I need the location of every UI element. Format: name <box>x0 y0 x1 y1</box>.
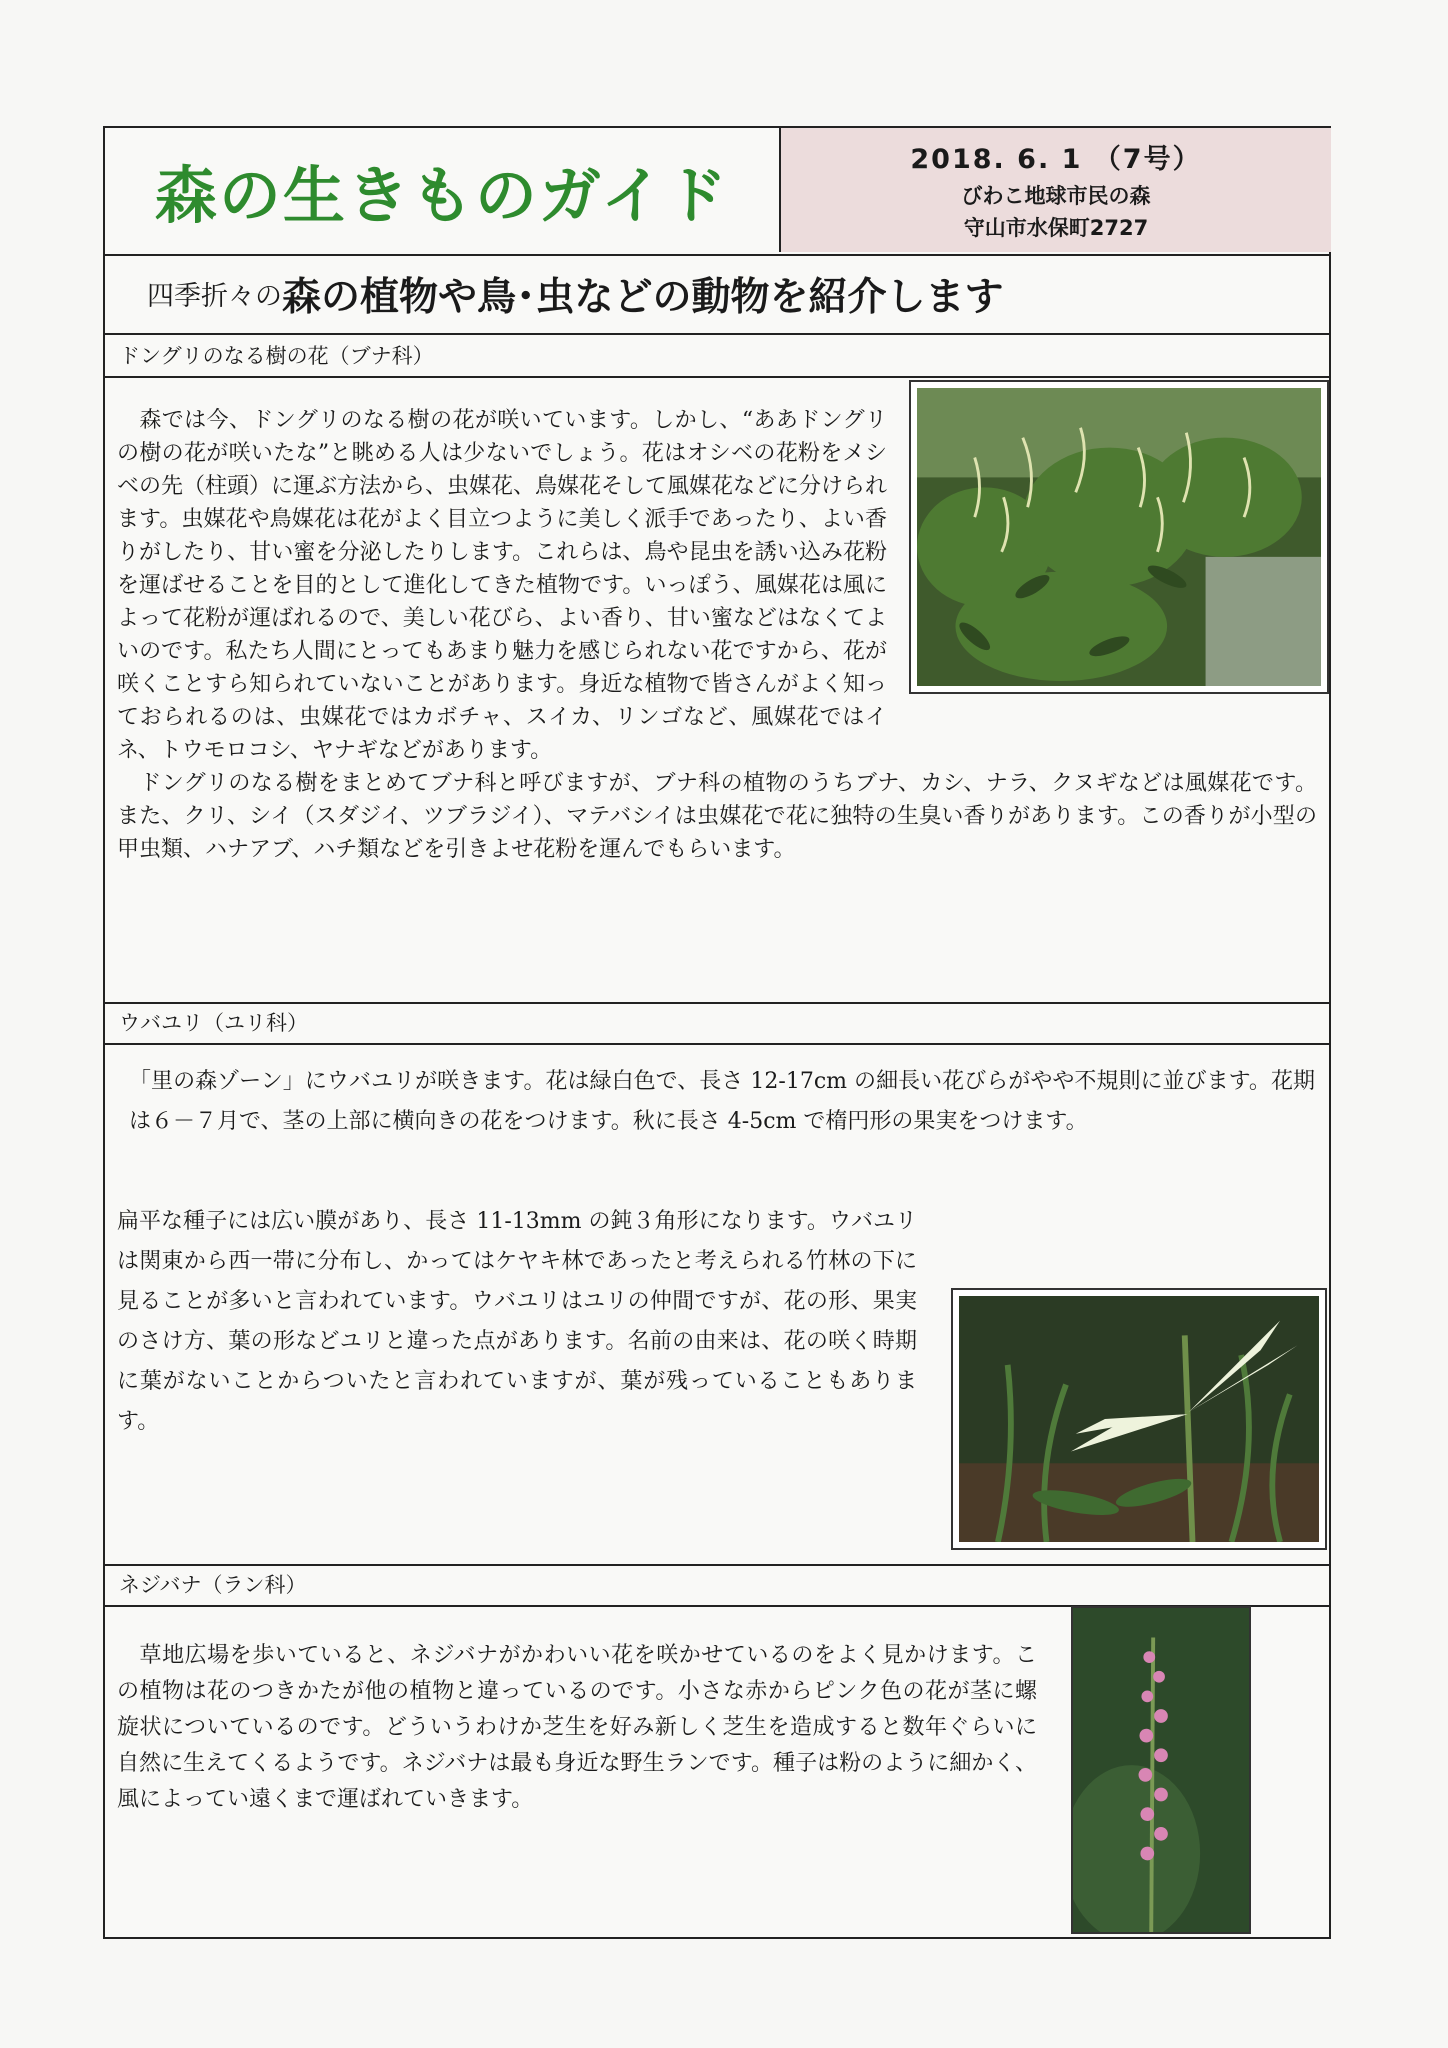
section-body-ubayuri-2 <box>117 1202 1323 1442</box>
subtitle-main: 森の植物や鳥･虫などの動物を紹介します <box>282 274 1004 320</box>
issue-date: 2018. 6. 1 （7号） <box>910 143 1202 175</box>
subtitle-prefix: 四季折々の <box>147 281 282 312</box>
section-body-nejibana <box>117 1638 1037 1818</box>
header <box>105 128 1329 256</box>
title-box <box>105 128 781 252</box>
nejibana-paragraph-1: 草地広場を歩いていると、ネジバナがかわいい花を咲かせているのをよく見かけます。この植物は花のつきかたが他の植物と違っているのです。小さな赤からピンク色の花が茎に螺旋状についているのです。どういうわけか芝生を好み新しく芝生を造成すると数年ぐらいに自然に生えてくるようです。ネジバナは最も身近な野生ランです。種子は粉のように細かく、風によってい遠くまで運ばれていきます。 <box>117 1643 1037 1812</box>
organization-name: びわこ地球市民の森 <box>961 183 1151 208</box>
section-heading-nejibana: ネジバナ（ラン科） <box>105 1566 1329 1607</box>
section-body-ubayuri <box>129 1062 1315 1160</box>
subtitle-banner <box>105 254 1329 335</box>
section-body-donguri <box>117 404 1317 866</box>
donguri-paragraph-2: ドングリのなる樹をまとめてブナ科と呼びますが、ブナ科の植物のうちブナ、カシ、ナラ、クヌギなどは風媒花です。また、クリ、シイ（スダジイ、ツブラジイ）、マテバシイは虫媒花で花に独特の生臭い香りがあります。この香りが小型の甲虫類、ハナアブ、ハチ類などを引きよせ花粉を運んでもらいます。 <box>117 771 1317 862</box>
section-heading-ubayuri: ウバユリ（ユリ科） <box>105 1004 1329 1045</box>
newsletter-frame <box>103 126 1331 1939</box>
section-heading-donguri: ドングリのなる樹の花（ブナ科） <box>105 337 1329 378</box>
donguri-paragraph-1: 森では今、ドングリのなる樹の花が咲いています。しかし、“ああドングリの樹の花が咲いたな”と眺める人は少ないでしょう。花はオシベの花粉をメシベの先（柱頭）に運ぶ方法から、虫媒花、鳥媒花そして風媒花などに分けられます。虫媒花や鳥媒花は花がよく目立つように美しく派手であったり、よい香りがしたり、甘い蜜を分泌したりします。これらは、鳥や昆虫を誘い込み花粉を運ばせることを目的として進化してきた植物です。いっぽう、風媒花は風によって花粉が運ばれるので、美しい花びら、よい香り、甘い蜜などはなくてよいのです。私たち人間にとってもあまり魅力を感じられない花ですから、花が咲くことすら知られていないことがあります。身近な植物で皆さんがよく知っておられるのは、虫媒花ではカボチャ、スイカ、リンゴなど、風媒花ではイネ、トウモロコシ、ヤナギなどがあります。 <box>117 408 888 763</box>
issue-info-box <box>781 128 1331 252</box>
nejibana-photo <box>1071 1606 1251 1934</box>
ubayuri-paragraph-1: 「里の森ゾーン」にウバユリが咲きます。花は緑白色で、長さ 12-17cm の細長い花びらがやや不規則に並びます。花期は６－７月で、茎の上部に横向きの花をつけます。秋に長さ 4-5cm で楕円形の果実をつけます。 <box>129 1069 1315 1134</box>
ubayuri-paragraph-2: 扁平な種子には広い膜があり、長さ 11-13mm の鈍３角形になります。ウバユリは関東から西一帯に分布し、かってはケヤキ林であったと考えられる竹林の下に見ることが多いと言われています。ウバユリはユリの仲間ですが、花の形、果実のさけ方、葉の形などユリと違った点があります。名前の由来は、花の咲く時期に葉がないことからついたと言われていますが、葉が残っていることもあります。 <box>117 1209 917 1434</box>
organization-address: 守山市水保町2727 <box>963 215 1149 240</box>
main-title: 森の生きものガイド <box>154 158 730 232</box>
